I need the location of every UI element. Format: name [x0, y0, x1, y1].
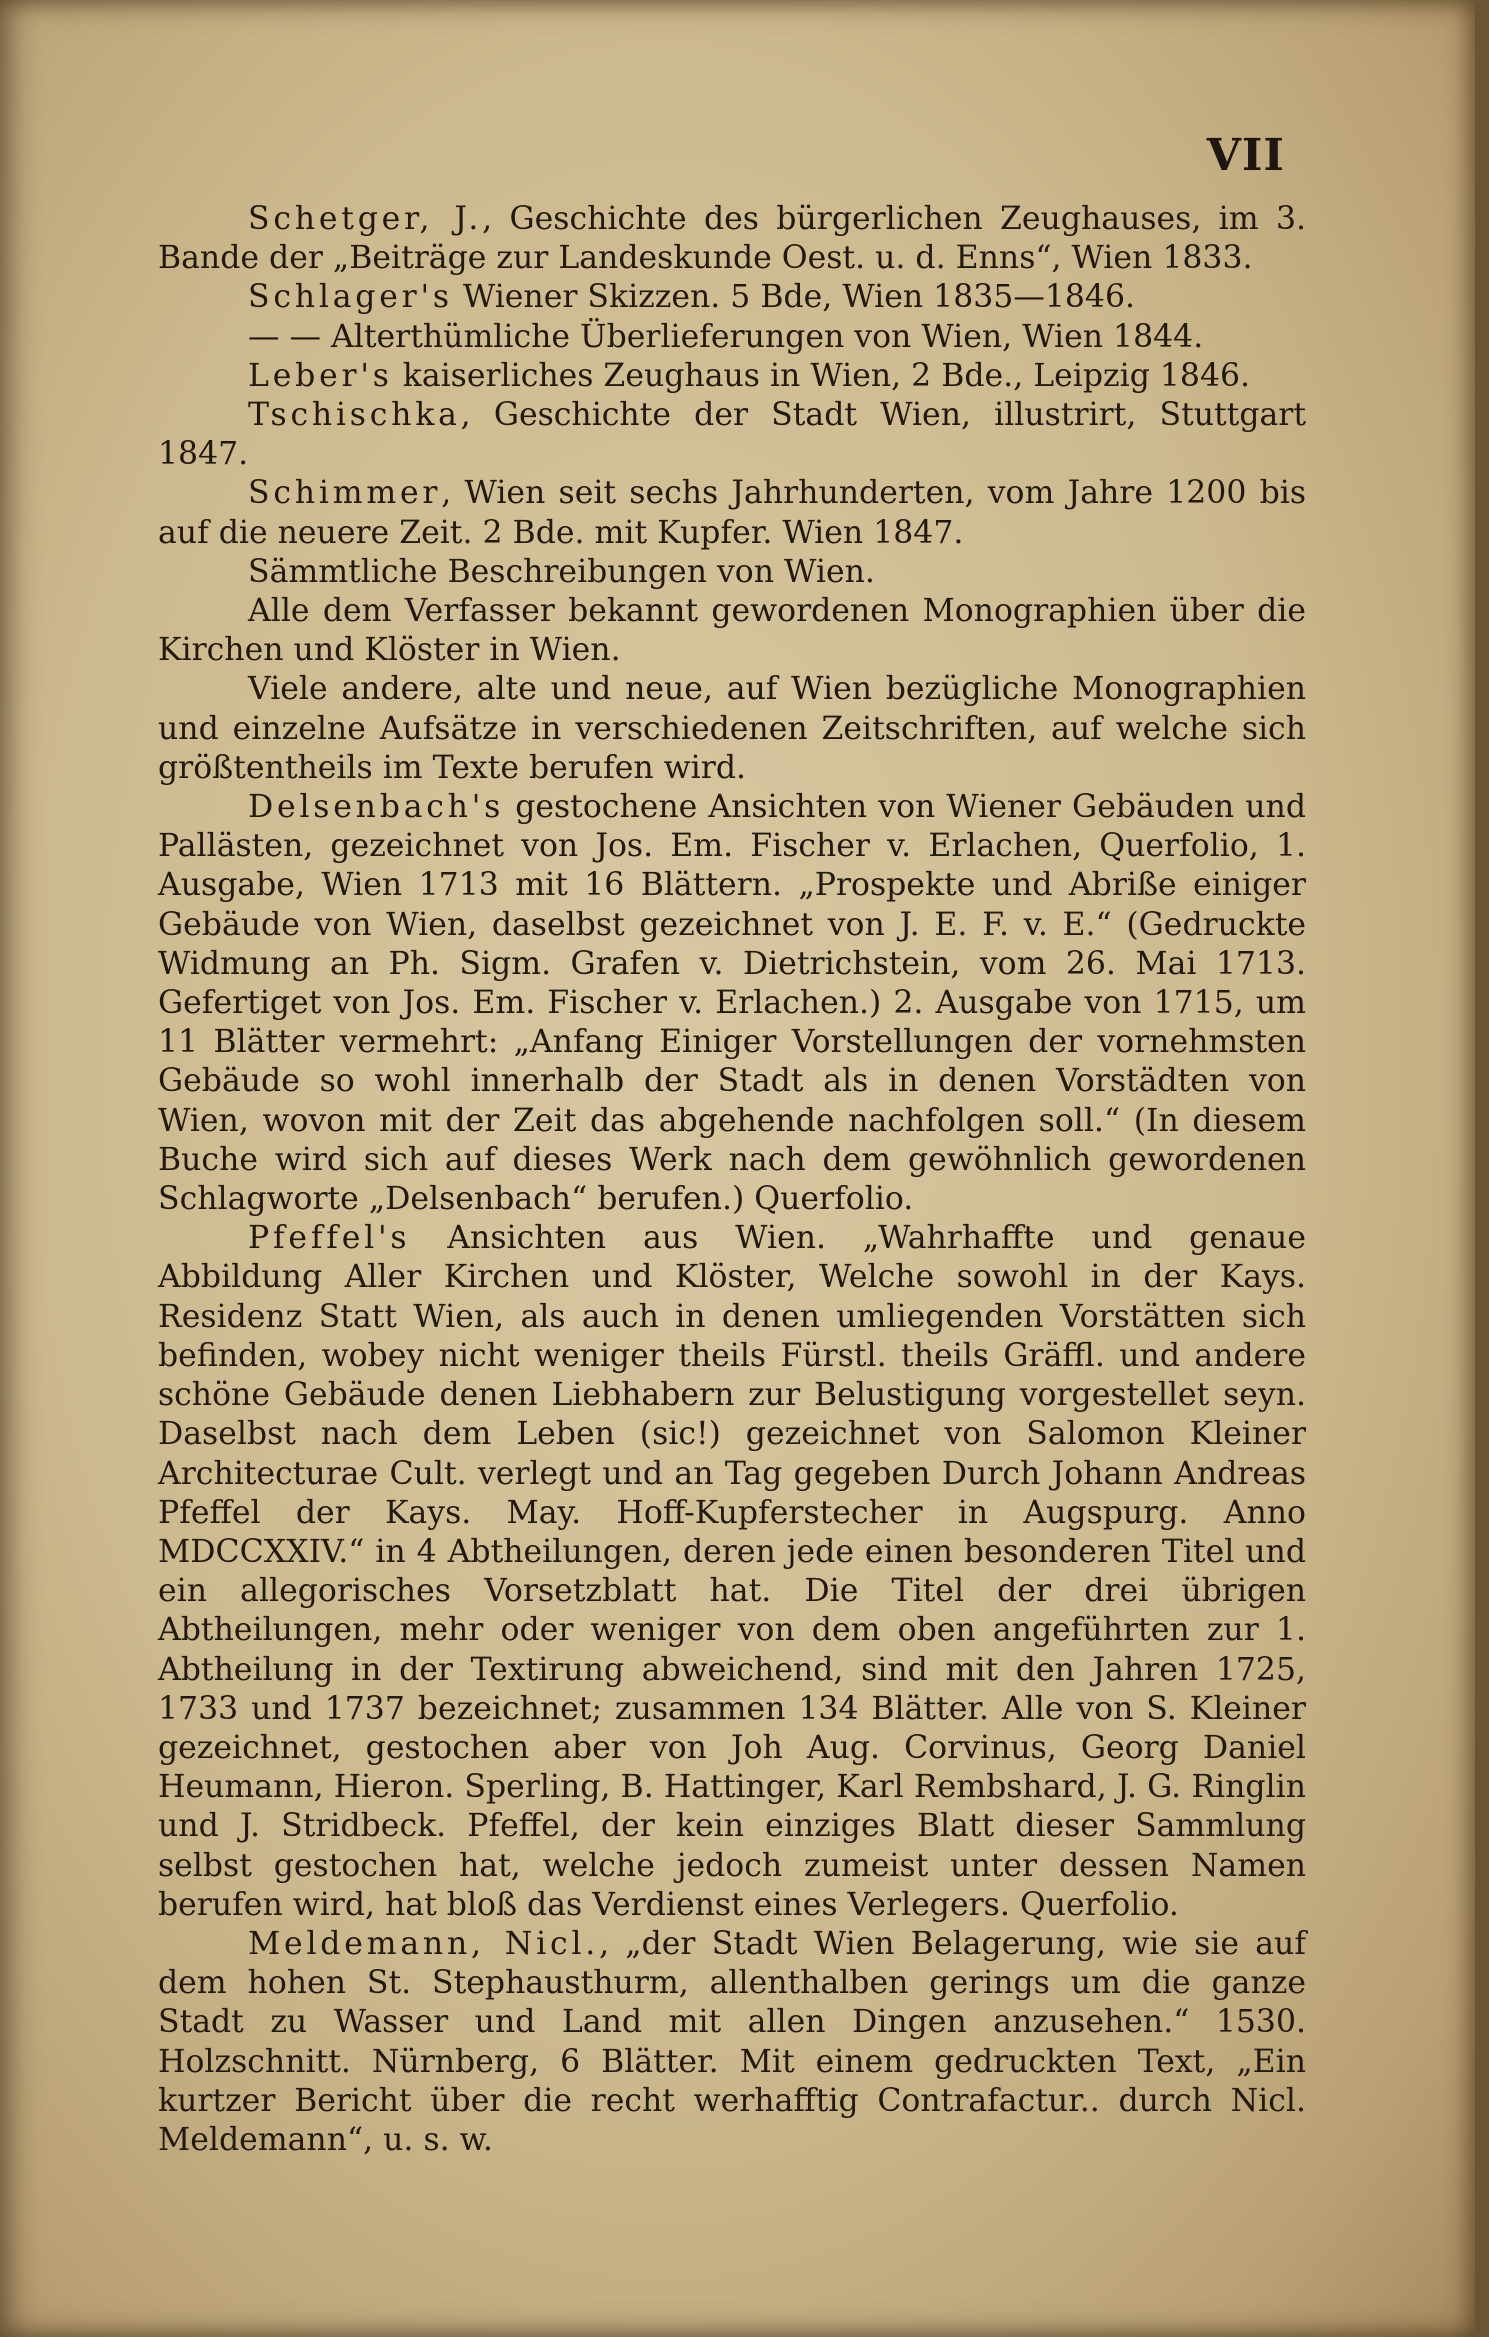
entry-schlager-2 — [158, 318, 1306, 357]
entry-pfeffel — [158, 1219, 1306, 1925]
entry-author: Delsenbach's — [248, 789, 505, 826]
entry-delsenbach — [158, 788, 1306, 1219]
entry-author: Tschischka — [248, 397, 461, 434]
entry-author: Pfeffel's — [248, 1220, 411, 1257]
entry-body: gestochene Ansichten von Wiener Gebäuden und Pallästen, gezeichnet von Jos. Em. Fischer v. Erlachen, Querfolio, 1. Ausgabe, Wien 1713 mit 16 Blättern. „Prospekte und Abriße einiger Gebäude von Wien, daselbst gezeichnet von J. E. F. v. E.“ (Gedruckte Widmung an Ph. Sigm. Grafen v. Dietrichstein, vom 26. Mai 1713. Gefertiget von Jos. Em. Fischer v. Erlachen.) 2. Ausgabe von 1715, um 11 Blätter vermehrt: „Anfang Einiger Vorstellungen der vornehmsten Gebäude so wohl innerhalb der Stadt als in denen Vorstädten von Wien, wovon mit der Zeit das abgehende nachfolgen soll.“ (In diesem Buche wird sich auf dieses Werk nach dem gewöhnlich gewordenen Schlagworte „Delsenbach“ berufen.) Querfolio. — [158, 789, 1306, 1218]
entry-schetger — [158, 200, 1306, 278]
entry-body: , Geschichte des bürgerlichen Zeughauses, im 3. Bande der „Beiträge zur Landeskunde Oest. u. d. Enns“, Wien 1833. — [158, 201, 1307, 277]
entry-monographien — [158, 592, 1306, 670]
entry-beschreibungen — [158, 553, 1306, 592]
bibliography-text — [158, 200, 1306, 2160]
entry-body: , Wien seit sechs Jahrhunderten, vom Jahre 1200 bis auf die neuere Zeit. 2 Bde. mit Kupfer. Wien 1847. — [158, 475, 1306, 551]
entry-tschischka — [158, 396, 1306, 474]
entry-body: , Geschichte der Stadt Wien, illustrirt, Stuttgart 1847. — [158, 397, 1306, 473]
entry-author: Leber's — [248, 357, 393, 394]
entry-author: Meldemann, Nicl. — [248, 1925, 600, 1962]
entry-body: Wiener Skizzen. 5 Bde, Wien 1835—1846. — [452, 279, 1136, 316]
page-number: VII — [1206, 130, 1285, 181]
entry-schimmer — [158, 474, 1306, 552]
entry-author: Schlager's — [248, 279, 453, 316]
entry-andere — [158, 670, 1306, 788]
entry-author: Schetger, J. — [248, 201, 483, 237]
entry-body: Ansichten aus Wien. „Wahrhaffte und genaue Abbildung Aller Kirchen und Klöster, Welche sowohl in der Kays. Residenz Statt Wien, als auch in denen umliegenden Vorstätten sich befinden, wobey nicht weniger theils Fürstl. theils Gräffl. und andere schöne Gebäude denen Liebhabern zur Belustigung vorgestellet seyn. Daselbst nach dem Leben (sic!) gezeichnet von Salomon Kleiner Architecturae Cult. verlegt und an Tag gegeben Durch Johann Andreas Pfeffel der Kays. May. Hoff-Kupferstecher in Augspurg. Anno MDCCXXIV.“ in 4 Abtheilungen, deren jede einen besonderen Titel und ein allegorisches Vorsetzblatt hat. Die Titel der drei übrigen Abtheilungen, mehr oder weniger von dem oben angeführten zur 1. Abtheilung in der Textirung abweichend, sind mit den Jahren 1725, 1733 und 1737 bezeichnet; zusammen 134 Blätter. Alle von S. Kleiner gezeichnet, gestochen aber von Joh Aug. Corvinus, Georg Daniel Heumann, Hieron. Sperling, B. Hattinger, Karl Rembshard, J. G. Ringlin und J. Stridbeck. Pfeffel, der kein einziges Blatt dieser Sammlung selbst gestochen hat, welche jedoch zumeist unter dessen Namen berufen wird, hat bloß das Verdienst eines Verlegers. Querfolio. — [158, 1220, 1306, 1923]
entry-body: Alle dem Verfasser bekannt gewordenen Monographien über die Kirchen und Klöster in Wien. — [158, 593, 1306, 669]
entry-body: Viele andere, alte und neue, auf Wien bezügliche Monographien und einzelne Aufsätze in verschiedenen Zeitschriften, auf welche sich größtentheils im Texte berufen wird. — [158, 671, 1306, 786]
entry-meldemann — [158, 1925, 1306, 2160]
entry-author: — — — [248, 318, 322, 355]
entry-body: Sämmtliche Beschreibungen von Wien. — [248, 553, 875, 590]
entry-body: , „der Stadt Wien Belagerung, wie sie auf dem hohen St. Stephausthurm, allenthalben gerings um die ganze Stadt zu Wasser und Land mit allen Dingen anzusehen.“ 1530. Holzschnitt. Nürnberg, 6 Blätter. Mit einem gedruckten Text, „Ein kurtzer Bericht über die recht werhafftig Contrafactur.. durch Nicl. Meldemann“, u. s. w. — [158, 1925, 1306, 2158]
entry-leber — [158, 357, 1306, 396]
entry-author: Schimmer — [248, 475, 442, 512]
entry-body: kaiserliches Zeughaus in Wien, 2 Bde., Leipzig 1846. — [392, 357, 1251, 394]
entry-body: Alterthümliche Überlieferungen von Wien, Wien 1844. — [321, 318, 1204, 355]
entry-schlager — [158, 278, 1306, 317]
